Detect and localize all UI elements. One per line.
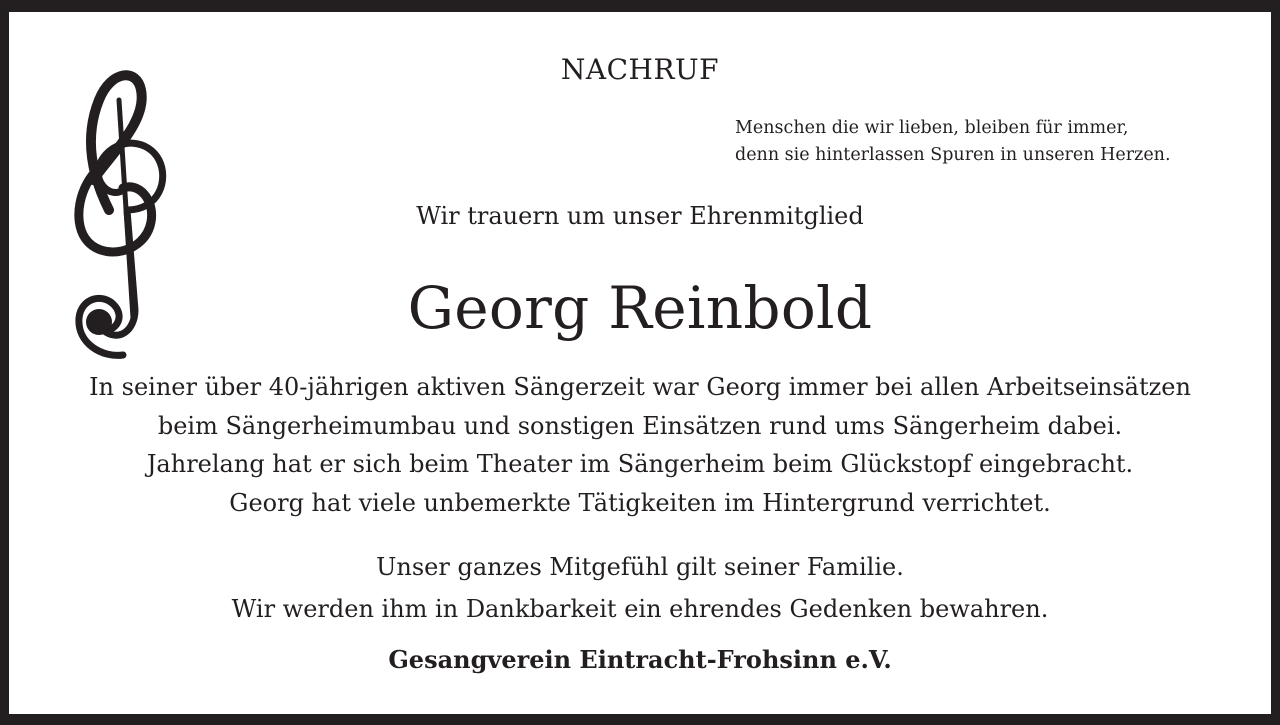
memorial-quote	[735, 115, 1171, 169]
tribute-text	[9, 368, 1271, 522]
quote-line: Menschen die wir lieben, bleiben für immer,	[735, 118, 1129, 138]
deceased-name: Georg Reinbold	[407, 274, 873, 342]
notice-heading: NACHRUF	[560, 53, 720, 86]
quote-line: denn sie hinterlassen Spuren in unseren Herzen.	[735, 145, 1171, 165]
signature-organization: Gesangverein Eintracht-Frohsinn e.V.	[388, 645, 892, 674]
tribute-line: In seiner über 40-jährigen aktiven Sängerzeit war Georg immer bei allen Arbeitseinsätzen	[89, 373, 1191, 401]
closing-line: Wir werden ihm in Dankbarkeit ein ehrendes Gedenken bewahren.	[231, 595, 1049, 623]
tribute-line: Jahrelang hat er sich beim Theater im Sängerheim beim Glückstopf eingebracht.	[146, 450, 1134, 478]
tribute-line: beim Sängerheimumbau und sonstigen Einsätzen rund ums Sängerheim dabei.	[157, 411, 1123, 440]
intro-line: Wir trauern um unser Ehrenmitglied	[416, 202, 864, 230]
closing-line: Unser ganzes Mitgefühl gilt seiner Familie.	[376, 553, 904, 581]
closing-text	[9, 546, 1271, 630]
tribute-line: Georg hat viele unbemerkte Tätigkeiten im Hintergrund verrichtet.	[229, 488, 1051, 517]
